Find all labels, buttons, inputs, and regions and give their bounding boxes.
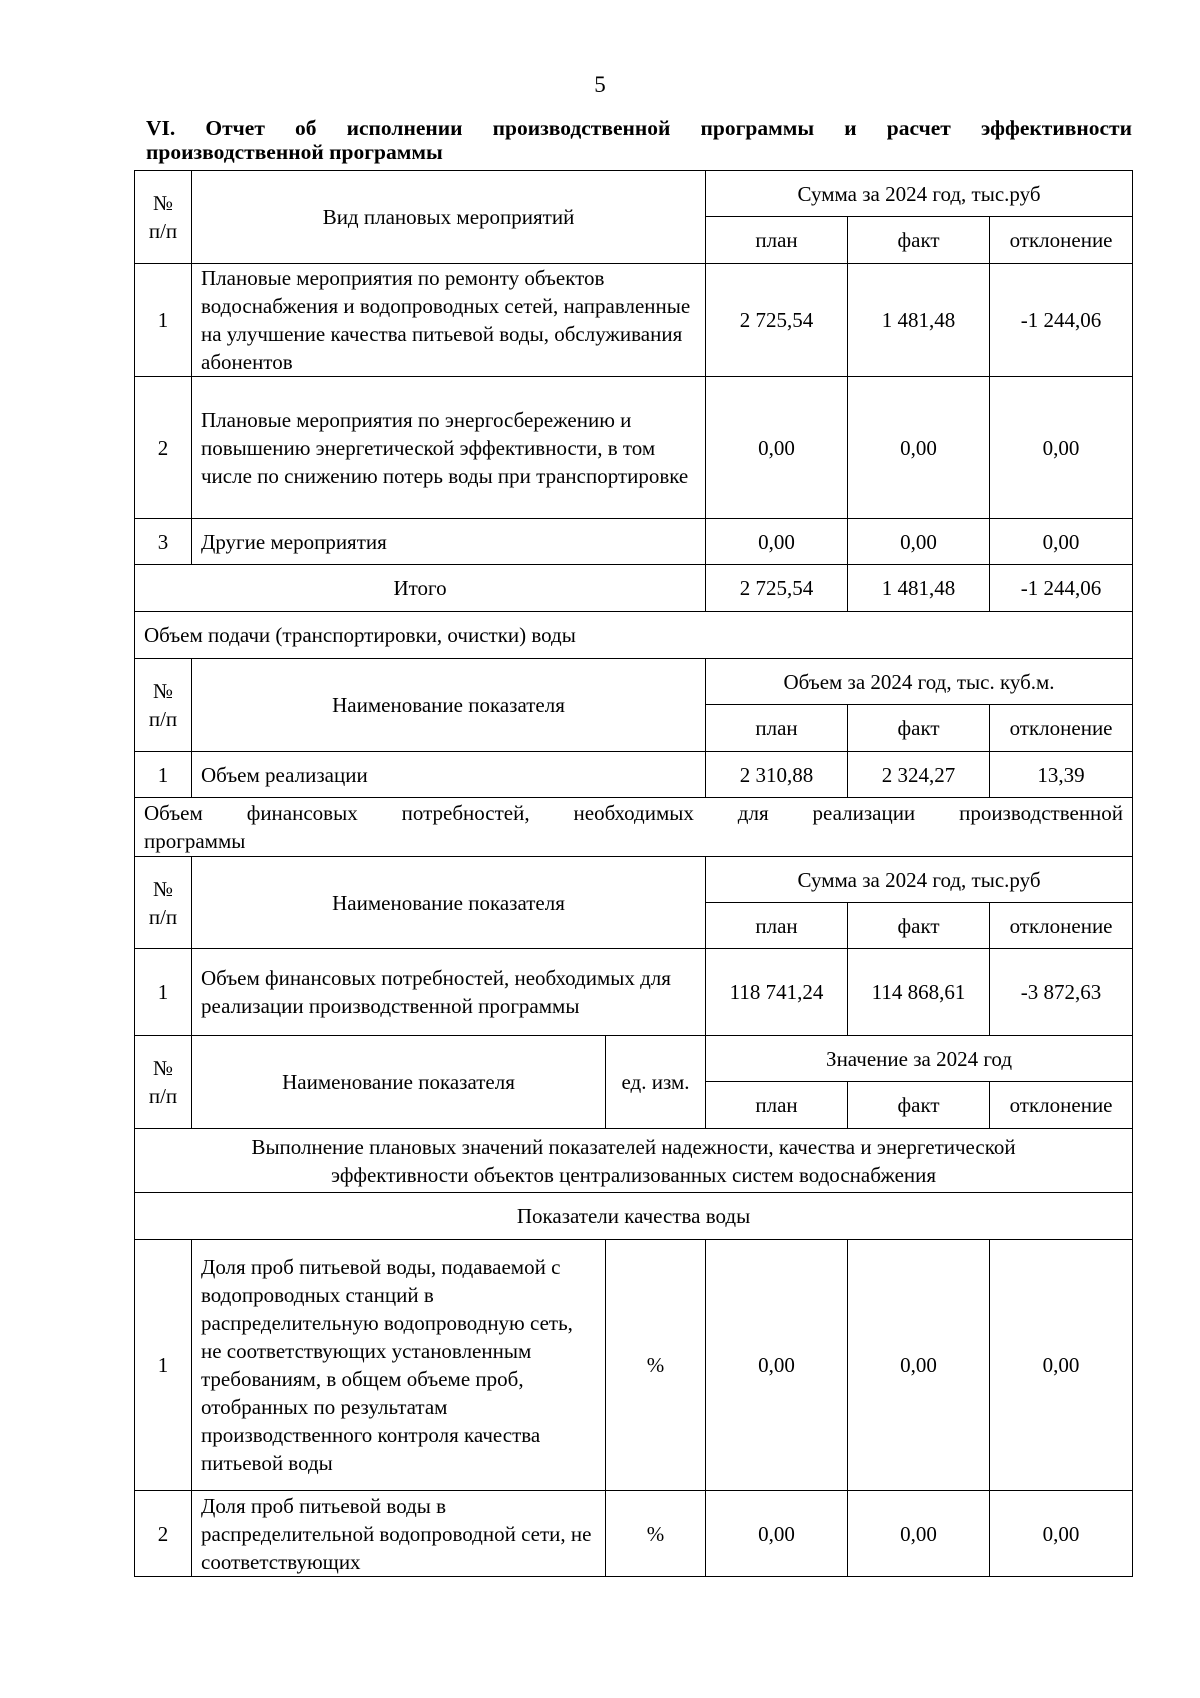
unit-value: % [606, 1491, 706, 1577]
page-number: 5 [594, 72, 606, 97]
total-row [135, 565, 1133, 612]
table-row [135, 949, 1133, 1036]
row-name: Доля проб питьевой воды, подаваемой с водопроводных станций в распределительную водопроводную сеть, не соответствующих установленным требованиям, в общем объеме проб, отобранных по результатам производственного контроля качества питьевой воды [192, 1240, 606, 1491]
plan-header: план [706, 705, 848, 752]
num-header: № п/п [135, 659, 192, 752]
row-number: 3 [135, 519, 192, 565]
fact-header: факт [848, 705, 990, 752]
table-row [135, 752, 1133, 798]
total-label: Итого [135, 565, 706, 612]
finance-title-line2: программы [144, 829, 246, 853]
plan-header: план [706, 217, 848, 264]
unit-value: % [606, 1240, 706, 1491]
fact-value: 0,00 [848, 519, 990, 565]
row-number: 1 [135, 752, 192, 798]
table-row [135, 1240, 1133, 1491]
num-header: № п/п [135, 1036, 192, 1129]
row-name: Плановые мероприятия по энергосбережению и повышению энергетической эффективности, в том числе по снижению потерь воды при транспортировке [192, 377, 706, 519]
deviation-value: 13,39 [990, 752, 1133, 798]
row-number: 1 [135, 1240, 192, 1491]
finance-title-line1: Объем финансовых потребностей, необходимых для реализации производственной [144, 801, 1124, 825]
fact-header: факт [848, 1082, 990, 1129]
sum-2024-header: Сумма за 2024 год, тыс.руб [706, 171, 1133, 217]
indicators-section-title: Выполнение плановых значений показателей надежности, качества и энергетической эффективности объектов централизованных систем водоснабжения [135, 1129, 1133, 1193]
row-number: 1 [135, 264, 192, 377]
water-quality-subtitle: Показатели качества воды [135, 1193, 1133, 1240]
fact-value: 114 868,61 [848, 949, 990, 1036]
table-row [135, 377, 1133, 519]
deviation-header: отклонение [990, 705, 1133, 752]
section-heading-line2: производственной программы [146, 140, 443, 164]
indicator-name-header: Наименование показателя [192, 659, 706, 752]
row-name: Объем финансовых потребностей, необходимых для реализации производственной программы [192, 949, 706, 1036]
deviation-value: 0,00 [990, 377, 1133, 519]
indicator-name-header: Наименование показателя [192, 857, 706, 949]
fact-value: 1 481,48 [848, 264, 990, 377]
plan-value: 2 310,88 [706, 752, 848, 798]
plan-value: 2 725,54 [706, 264, 848, 377]
total-fact: 1 481,48 [848, 565, 990, 612]
row-number: 1 [135, 949, 192, 1036]
plan-value: 0,00 [706, 377, 848, 519]
finance-section-title [135, 798, 1133, 857]
fact-value: 0,00 [848, 1240, 990, 1491]
table-row [135, 519, 1133, 565]
deviation-value: 0,00 [990, 1491, 1133, 1577]
deviation-header: отклонение [990, 1082, 1133, 1129]
row-number: 2 [135, 1491, 192, 1577]
plan-value: 0,00 [706, 519, 848, 565]
plan-header: план [706, 903, 848, 949]
value-2024-header: Значение за 2024 год [706, 1036, 1133, 1082]
deviation-value: 0,00 [990, 1240, 1133, 1491]
section-heading [146, 114, 1132, 166]
deviation-value: 0,00 [990, 519, 1133, 565]
deviation-value: -3 872,63 [990, 949, 1133, 1036]
num-header: № п/п [135, 171, 192, 264]
unit-header: ед. изм. [606, 1036, 706, 1129]
plan-value: 0,00 [706, 1240, 848, 1491]
section-heading-line1: VI. Отчет об исполнении производственной программы и расчет эффективности [146, 116, 1132, 140]
report-table [134, 170, 1133, 1577]
row-name: Доля проб питьевой воды в распределительной водопроводной сети, не соответствующих [192, 1491, 606, 1577]
total-plan: 2 725,54 [706, 565, 848, 612]
row-name: Другие мероприятия [192, 519, 706, 565]
total-deviation: -1 244,06 [990, 565, 1133, 612]
plan-value: 0,00 [706, 1491, 848, 1577]
volume-section-title: Объем подачи (транспортировки, очистки) воды [135, 612, 1133, 659]
deviation-header: отклонение [990, 217, 1133, 264]
num-header: № п/п [135, 857, 192, 949]
row-number: 2 [135, 377, 192, 519]
plan-header: план [706, 1082, 848, 1129]
deviation-value: -1 244,06 [990, 264, 1133, 377]
indicator-name-header: Наименование показателя [192, 1036, 606, 1129]
measures-type-header: Вид плановых мероприятий [192, 171, 706, 264]
volume-2024-header: Объем за 2024 год, тыс. куб.м. [706, 659, 1133, 705]
fact-value: 0,00 [848, 377, 990, 519]
plan-value: 118 741,24 [706, 949, 848, 1036]
fact-header: факт [848, 903, 990, 949]
row-name: Объем реализации [192, 752, 706, 798]
table-row [135, 1491, 1133, 1577]
sum-2024-header: Сумма за 2024 год, тыс.руб [706, 857, 1133, 903]
fact-header: факт [848, 217, 990, 264]
row-name: Плановые мероприятия по ремонту объектов водоснабжения и водопроводных сетей, направленные на улучшение качества питьевой воды, обслуживания абонентов [192, 264, 706, 377]
table-row [135, 264, 1133, 377]
deviation-header: отклонение [990, 903, 1133, 949]
fact-value: 0,00 [848, 1491, 990, 1577]
fact-value: 2 324,27 [848, 752, 990, 798]
